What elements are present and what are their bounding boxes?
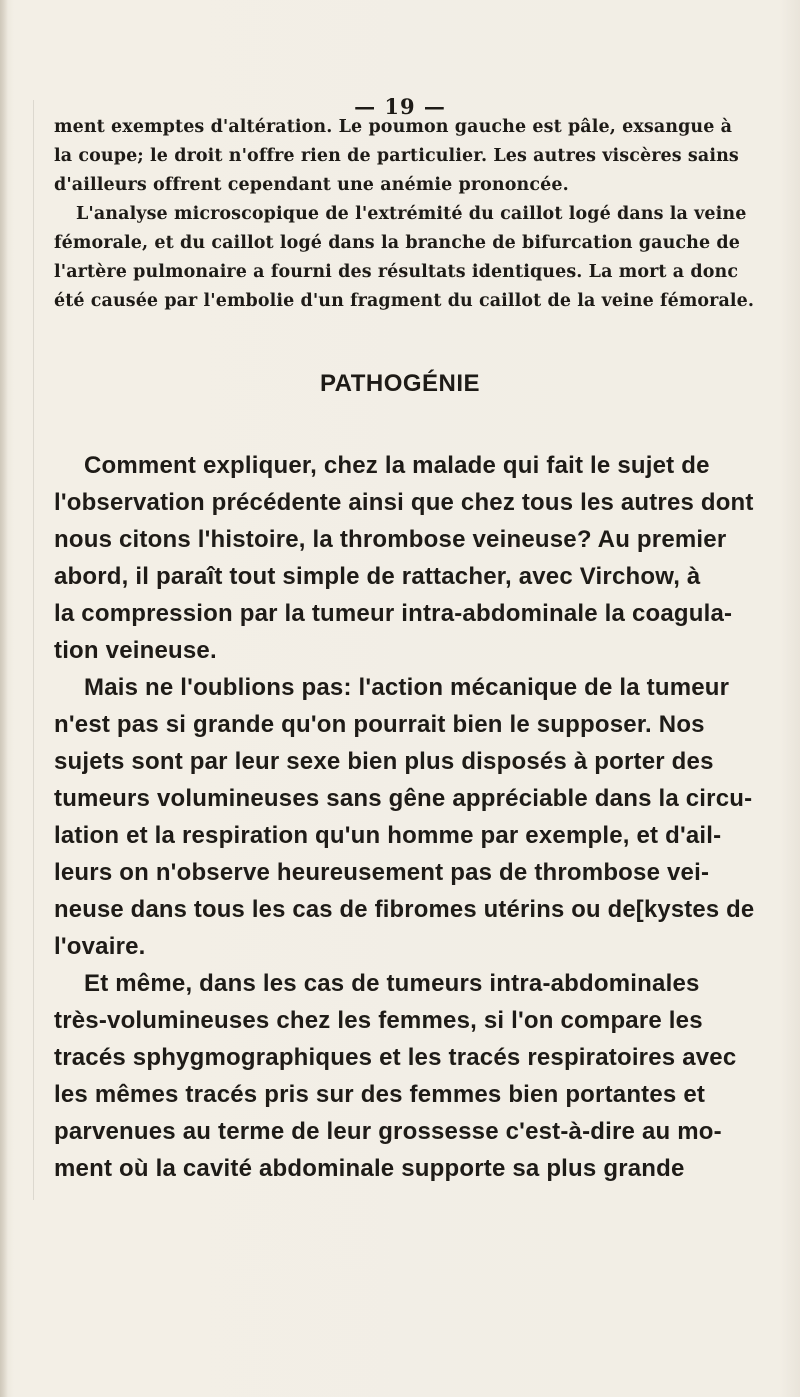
- text-line: la compression par la tumeur intra-abdominale la coagula-: [54, 600, 733, 627]
- text-line: ment où la cavité abdominale supporte sa plus grande: [54, 1155, 685, 1182]
- margin-rule: [33, 100, 34, 1200]
- text-line: abord, il paraît tout simple de rattacher, avec Virchow, à: [54, 563, 701, 590]
- text-line: tion veineuse.: [54, 637, 217, 664]
- page-edge-shadow: [0, 0, 8, 1397]
- text-line: très-volumineuses chez les femmes, si l'on compare les: [54, 1007, 703, 1034]
- text-line: Et même, dans les cas de tumeurs intra-abdominales: [84, 970, 700, 997]
- text-line: été causée par l'embolie d'un fragment du caillot de la veine fémorale.: [54, 291, 755, 311]
- text-line: n'est pas si grande qu'on pourrait bien le supposer. Nos: [54, 711, 705, 738]
- text-line: L'analyse microscopique de l'extrémité du caillot logé dans la veine: [76, 204, 747, 224]
- section-heading: PATHOGÉNIE: [319, 370, 481, 397]
- text-line: Mais ne l'oublions pas: l'action mécanique de la tumeur: [84, 674, 730, 701]
- text-line: tumeurs volumineuses sans gêne appréciable dans la circu-: [54, 785, 753, 812]
- text-line: l'ovaire.: [54, 933, 146, 960]
- text-line: neuse dans tous les cas de fibromes utérins ou de[kystes de: [54, 896, 755, 923]
- text-line: sujets sont par leur sexe bien plus disposés à porter des: [54, 748, 714, 775]
- text-line: leurs on n'observe heureusement pas de thrombose vei-: [54, 859, 710, 886]
- text-line: lation et la respiration qu'un homme par exemple, et d'ail-: [54, 822, 722, 849]
- text-line: les mêmes tracés pris sur des femmes bien portantes et: [54, 1081, 706, 1108]
- text-line: Comment expliquer, chez la malade qui fait le sujet de: [84, 452, 710, 479]
- text-line: ment exemptes d'altération. Le poumon gauche est pâle, exsangue à: [54, 117, 733, 137]
- text-line: d'ailleurs offrent cependant une anémie prononcée.: [54, 175, 569, 195]
- text-line: l'observation précédente ainsi que chez tous les autres dont: [54, 489, 754, 516]
- text-line: parvenues au terme de leur grossesse c'est-à-dire au mo-: [54, 1118, 722, 1145]
- text-line: la coupe; le droit n'offre rien de particulier. Les autres viscères sains: [54, 146, 739, 166]
- text-line: nous citons l'histoire, la thrombose veineuse? Au premier: [54, 526, 727, 553]
- page-number: — 19 —: [354, 94, 446, 119]
- text-line: l'artère pulmonaire a fourni des résultats identiques. La mort a donc: [54, 262, 739, 282]
- text-line: fémorale, et du caillot logé dans la branche de bifurcation gauche de: [54, 233, 740, 253]
- text-line: tracés sphygmographiques et les tracés respiratoires avec: [54, 1044, 737, 1071]
